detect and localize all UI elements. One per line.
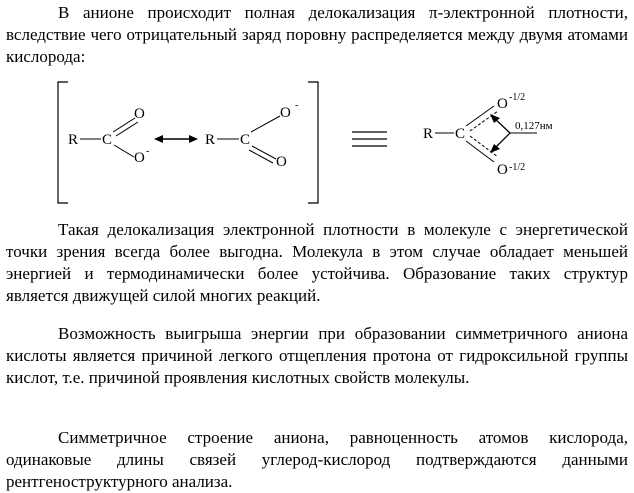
left-r-label: R [68,132,79,148]
right-o-top: O [280,105,291,121]
hybrid-charge-top: -1/2 [509,92,526,103]
hybrid-o-bottom: O [497,162,508,178]
energy-paragraph: Возможность выигрыша энергии при образовании симметричного аниона кислоты является причиной легкого отщепления протона от гидроксильной группы кислот, т.е. причиной проявления кислотных свойств молекулы. [6,324,628,387]
xray-paragraph: Симметричное строение аниона, равноценность атомов кислорода, одинаковые длины связей углерод-кислород подтверждаются данными рентгеноструктурного анализа. [6,428,628,491]
right-c-label: C [240,132,251,148]
right-r-label: R [205,132,216,148]
hybrid-o-top: O [497,96,508,112]
left-bracket [58,82,68,203]
left-o-top: O [134,106,145,122]
bond-length-label: 0,127нм [515,120,553,132]
left-c-label: C [102,132,113,148]
intro-paragraph: В анионе происходит полная делокализация π-электронной плотности, вследствие чего отрицательный заряд поровну распределяется между двумя атомами кислорода: [6,3,628,66]
hybrid-r-label: R [423,126,434,142]
right-charge: - [295,100,299,111]
hybrid-c-label: C [455,126,466,142]
hybrid-charge-bottom: -1/2 [509,162,526,173]
right-o-bottom: O [276,154,287,170]
left-o-bottom: O [134,150,145,166]
left-charge: - [146,146,150,157]
delocalization-paragraph: Такая делокализация электронной плотности в молекуле с энергетической точки зрения всегда более выгодна. Молекула в этом случае обладает меньшей энергией и термодинамически более устойчива. Образование таких структур является движущей силой многих реакций. [6,220,628,305]
right-bracket [308,82,318,203]
